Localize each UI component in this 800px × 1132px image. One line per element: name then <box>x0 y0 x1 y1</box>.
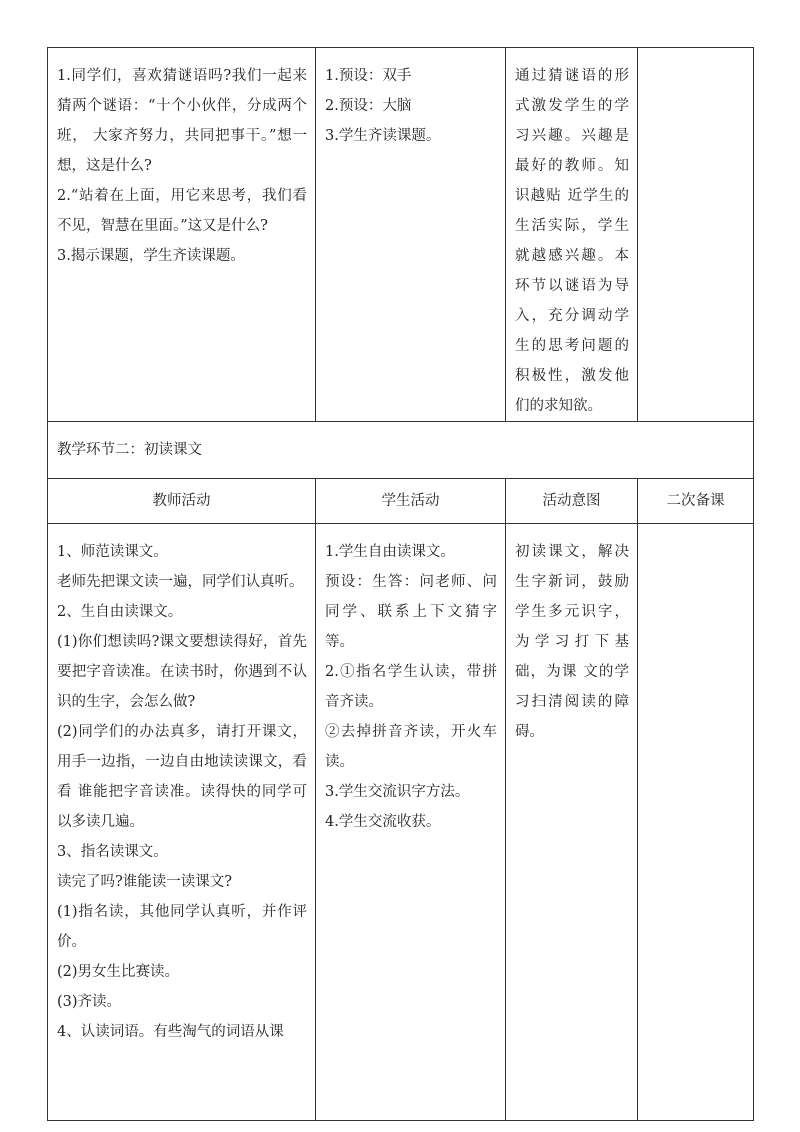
list-item: 读完了吗?谁能读一读课文? <box>57 874 233 890</box>
list-item: 4.学生交流收获。 <box>325 814 441 830</box>
list-item: 3.学生齐读课题。 <box>325 128 441 144</box>
list-item: (2)男女生比赛读。 <box>57 964 180 980</box>
list-item: (3)齐读。 <box>57 994 122 1010</box>
section-title: 教学环节二：初读课文 <box>57 442 202 458</box>
list-item: 2.“站着在上面，用它来思考，我们看不见，智慧在里面。”这又是什么? <box>57 188 307 234</box>
list-item: 1.同学们，喜欢猜谜语吗?我们一起来猜两个谜语：“十个小伙伴，分成两个班， 大家齐努力，共同把事干。”想一想，这是什么? <box>57 68 307 174</box>
teacher-activity-cell <box>48 48 316 422</box>
list-item: (2)同学们的办法真多，请打开课文，用手一边指，一边自由地读读课文，看看 谁能把字音读准。读得快的同学可以多读几遍。 <box>57 724 307 830</box>
list-item: 2、生自由读课文。 <box>57 604 183 620</box>
list-item: 2.①指名学生认读，带拼音齐读。 <box>325 664 497 710</box>
intent-text: 初读课文，解决生字新词，鼓励学生多元识字，为学习打下基础，为课 文的学习扫清阅读的障碍。 <box>515 544 629 740</box>
section-title-cell <box>48 422 754 479</box>
list-item: 1、师范读课文。 <box>57 544 168 560</box>
header-row <box>48 479 754 524</box>
table-row <box>48 524 754 1121</box>
header-student-activity: 学生活动 <box>381 493 440 509</box>
list-item: (1)你们想读吗?课文要想读得好，首先要把字音读准。在读书时，你遇到不认 识的生字，会怎么做? <box>57 634 307 710</box>
list-item: 3.揭示课题，学生齐读课题。 <box>57 248 245 264</box>
list-item: 3、指名读课文。 <box>57 844 168 860</box>
list-item: 1.预设：双手 <box>325 68 412 84</box>
list-item: ②去掉拼音齐读，开火车读。 <box>325 724 497 770</box>
list-item: (1)指名读，其他同学认真听，并作评价。 <box>57 904 307 950</box>
header-second-prep: 二次备课 <box>666 493 725 509</box>
student-activity-cell <box>316 524 506 1121</box>
teacher-activity-cell <box>48 524 316 1121</box>
list-item: 老师先把课文读一遍，同学们认真听。 <box>57 574 304 590</box>
second-prep-cell <box>638 48 754 422</box>
list-item: 预设：生答：问老师、问同学、联系上下文猜字等。 <box>325 574 497 650</box>
list-item: 2.预设：大脑 <box>325 98 412 114</box>
student-activity-cell <box>316 48 506 422</box>
activity-intent-cell <box>506 48 638 422</box>
intent-text: 通过猜谜语的形式激发学生的学习兴趣。兴趣是最好的教师。知识越贴 近学生的生活实际，学生就越感兴趣。本环节以谜语为导入，充分调动学生的思考问题的积极性，激发他们的求知欲。 <box>515 68 629 414</box>
list-item: 1.学生自由读课文。 <box>325 544 455 560</box>
lesson-plan-table <box>47 47 754 1121</box>
list-item: 3.学生交流识字方法。 <box>325 784 470 800</box>
table-row <box>48 48 754 422</box>
activity-intent-cell <box>506 524 638 1121</box>
section-row <box>48 422 754 479</box>
header-teacher-activity: 教师活动 <box>152 493 211 509</box>
list-item: 4、认读词语。有些淘气的词语从课 <box>57 1024 284 1040</box>
header-activity-intent: 活动意图 <box>542 493 601 509</box>
second-prep-cell <box>638 524 754 1121</box>
